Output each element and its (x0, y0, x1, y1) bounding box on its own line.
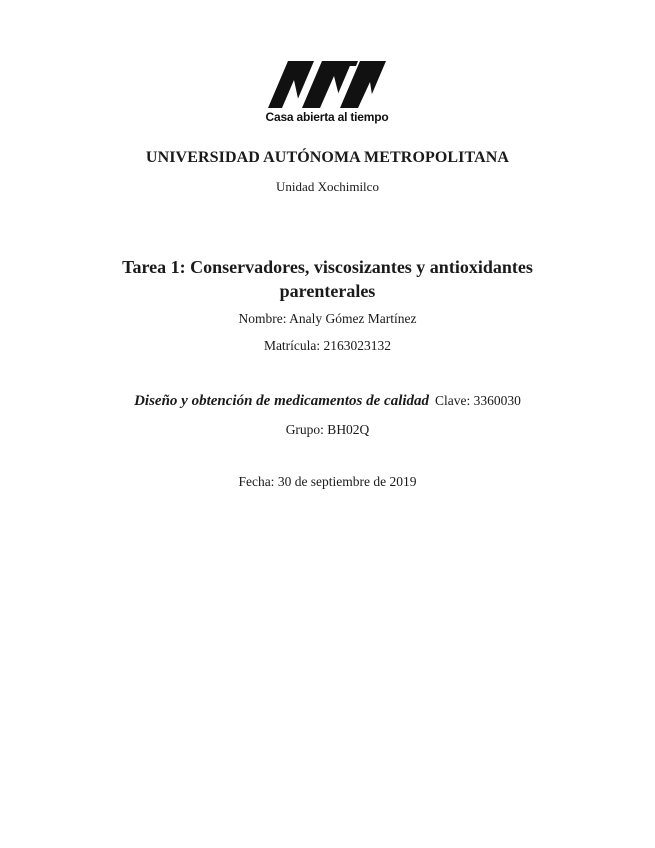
uam-logo (262, 58, 392, 128)
course-code: Clave: 3360030 (435, 393, 521, 408)
course-row (0, 393, 655, 410)
assignment-title: Tarea 1: Conservadores, viscosizantes y antioxidantes parenterales (122, 257, 533, 301)
student-id: Matrícula: 2163023132 (263, 338, 392, 353)
logo-slogan: Casa abierta al tiempo (265, 110, 389, 124)
student-name: Nombre: Analy Gómez Martínez (238, 311, 417, 326)
uam-logo-icon (262, 58, 392, 110)
university-name: UNIVERSIDAD AUTÓNOMA METROPOLITANA (145, 149, 510, 166)
course-group: Grupo: BH02Q (285, 422, 370, 437)
course-name: Diseño y obtención de medicamentos de calidad (134, 393, 430, 409)
unit-name: Unidad Xochimilco (276, 179, 379, 194)
date: Fecha: 30 de septiembre de 2019 (238, 474, 417, 489)
